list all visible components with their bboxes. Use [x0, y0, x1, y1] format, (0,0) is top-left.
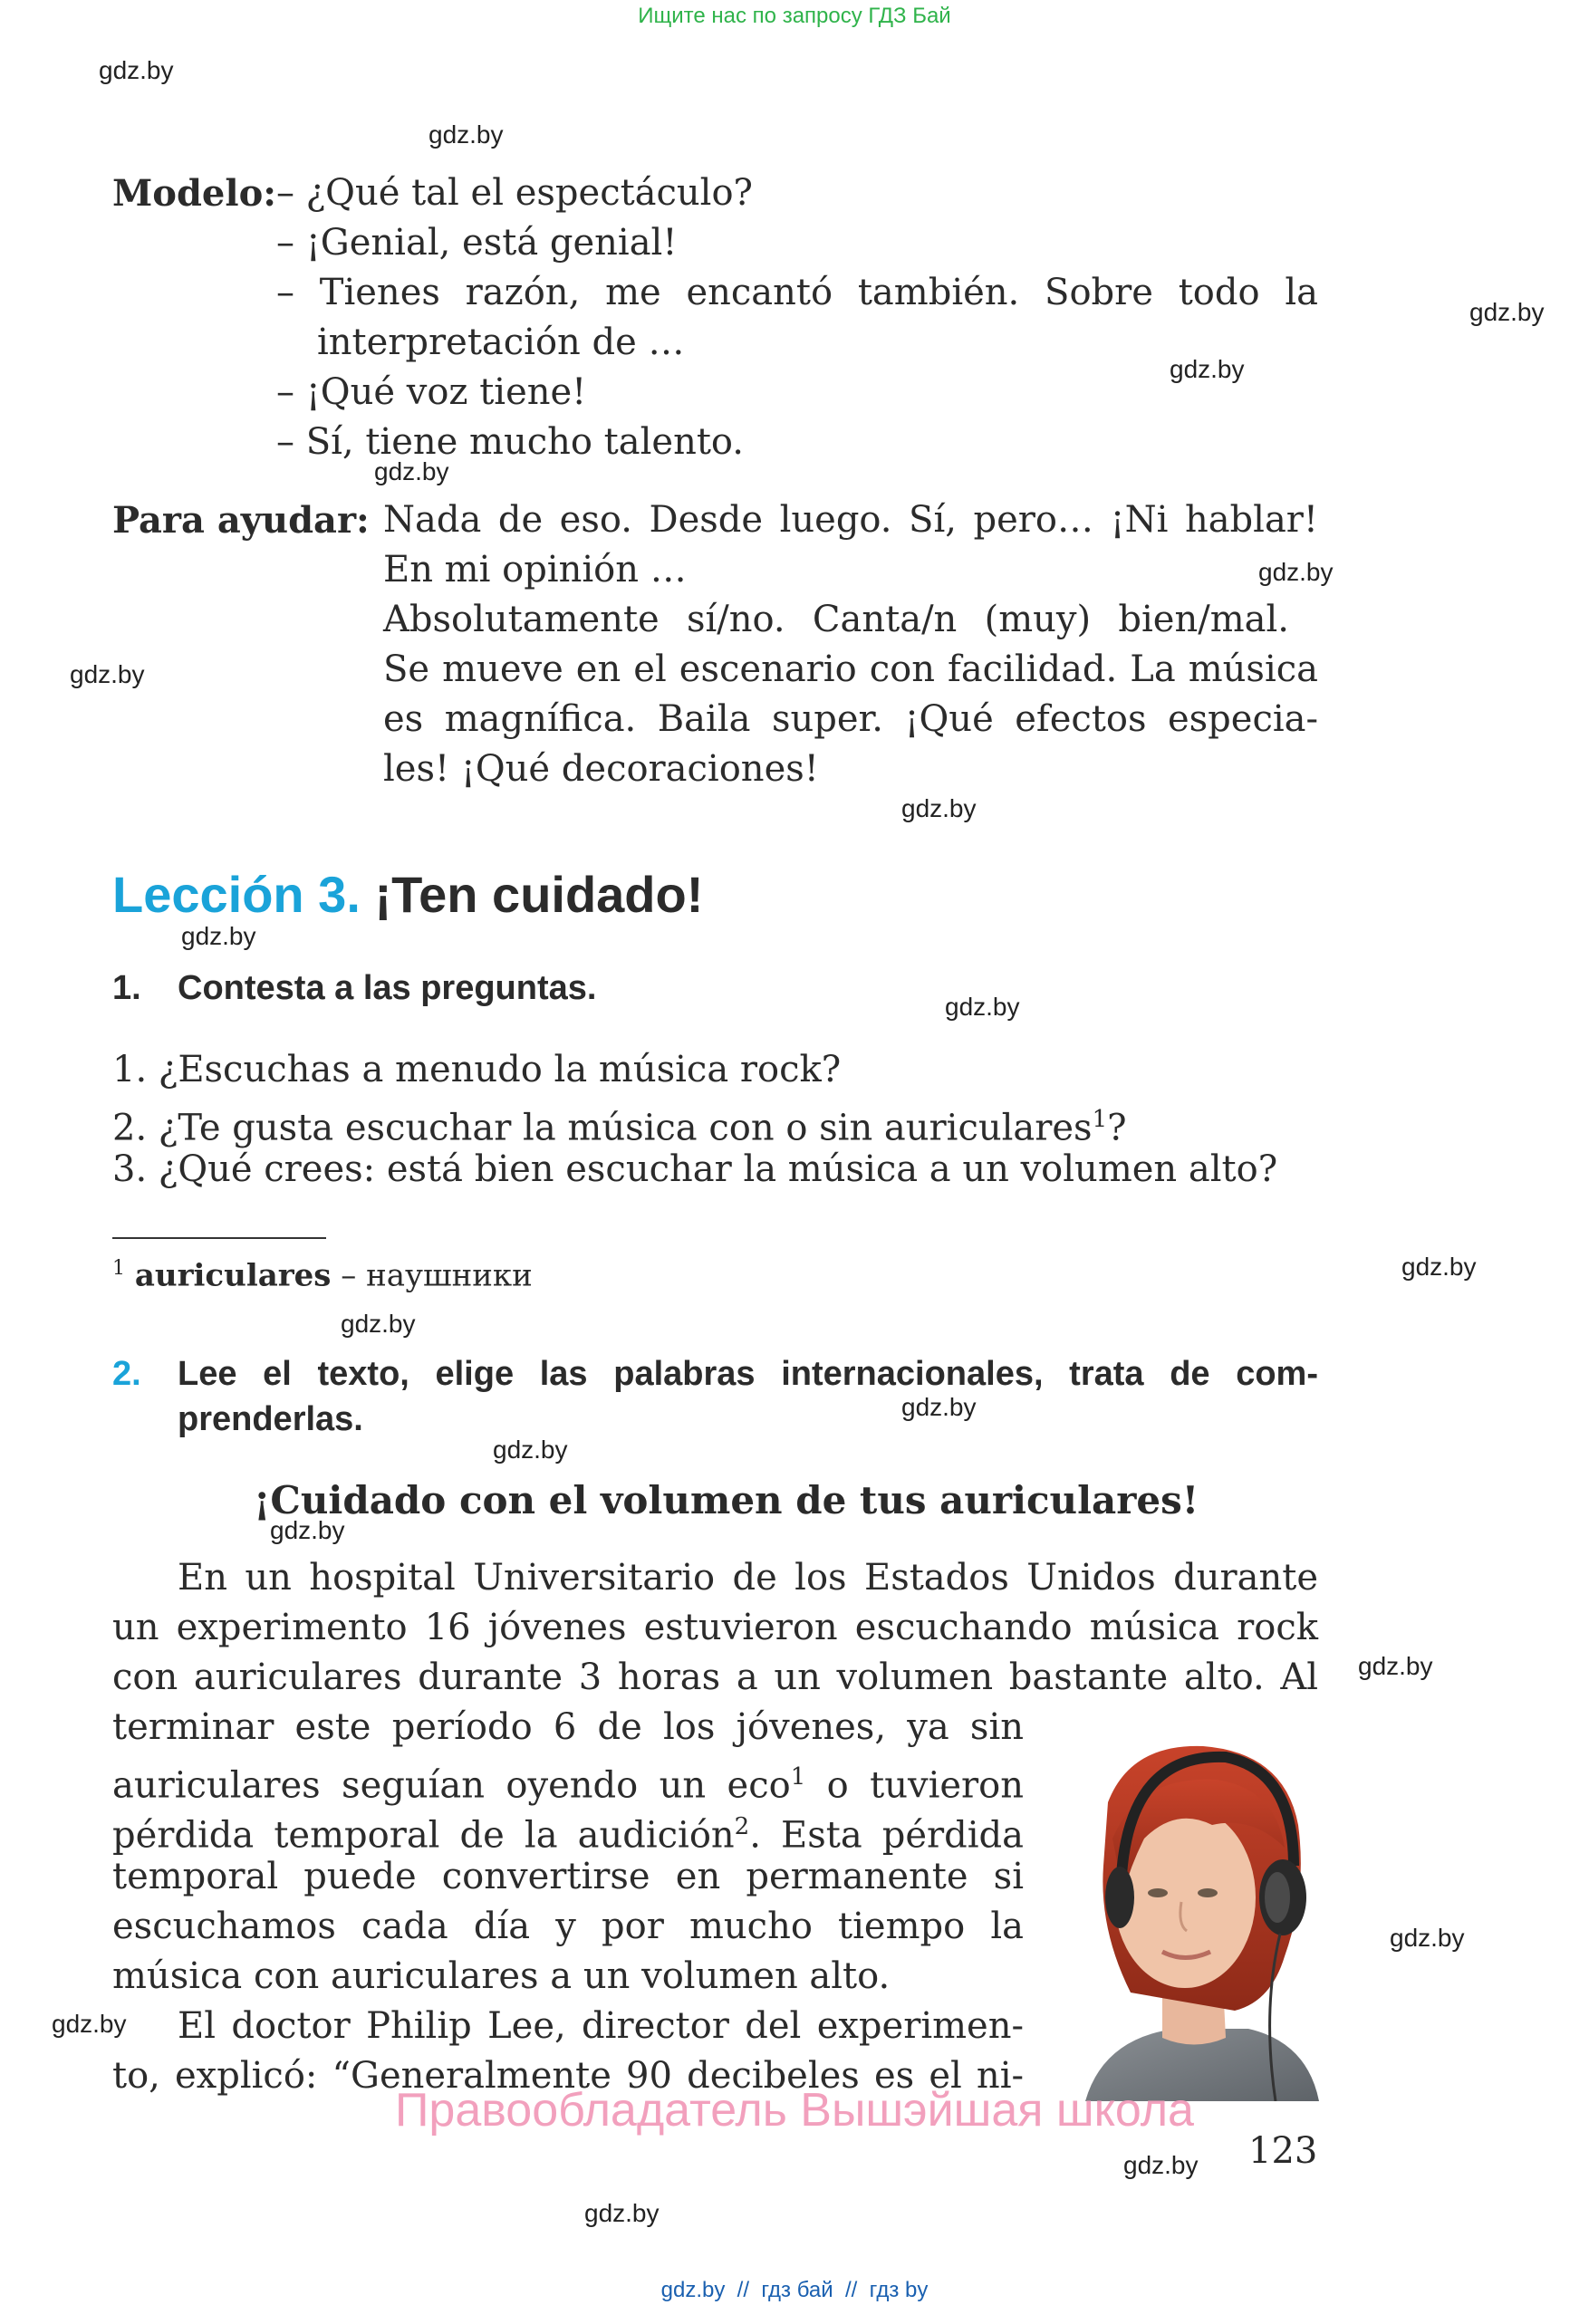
ex1-question-end: ? [1107, 1107, 1127, 1149]
watermark: gdz.by [52, 2010, 127, 2038]
ex1-question: 3. ¿Qué crees: está bien escuchar la música a un volumen alto? [112, 1148, 1278, 1190]
ex1-question-text: 2. ¿Te gusta escuchar la música con o sin auriculares [112, 1107, 1093, 1149]
footnote-ref: 2 [734, 1813, 750, 1840]
ayudar-line: les! ¡Qué decoraciones! [383, 748, 819, 790]
watermark: gdz.by [1170, 355, 1245, 383]
ayudar-line: Nada de eso. Desde luego. Sí, pero… ¡Ni hablar! [383, 499, 1318, 541]
watermark: gdz.by [99, 56, 174, 84]
modelo-line: – Sí, tiene mucho talento. [276, 421, 744, 463]
watermark: gdz.by [584, 2199, 660, 2227]
article-text: . Esta pérdida [749, 1814, 1024, 1857]
article-line: terminar este período 6 de los jóvenes, ya sin [112, 1706, 1024, 1748]
header-search-hint: Ищите нас по запросу ГДЗ Бай [638, 4, 951, 28]
lesson-heading [112, 865, 703, 924]
ex2-number: 2. [112, 1355, 141, 1393]
watermark: gdz.by [1390, 1924, 1465, 1952]
watermark: gdz.by [70, 660, 145, 688]
article-line: un experimento 16 jóvenes estuvieron escuchando música rock [112, 1607, 1318, 1648]
footer-links[interactable]: gdz.by // гдз бай // гдз by [660, 2278, 929, 2302]
ayudar-line: En mi opinión … [383, 549, 687, 591]
watermark: gdz.by [429, 120, 504, 149]
ex2-instruction-line1: Lee el texto, elige las palabras internacionales, trata de com- [178, 1355, 1318, 1393]
lesson-number: Lección 3. [112, 866, 361, 923]
ex1-number: 1. [112, 969, 141, 1007]
article-text: auriculares seguían oyendo un eco [112, 1764, 791, 1807]
ex1-question: 1. ¿Escuchas a menudo la música rock? [112, 1049, 842, 1090]
watermark: gdz.by [1469, 298, 1545, 326]
article-line: temporal puede convertirse en permanente si [112, 1856, 1024, 1897]
article-line: escuchamos cada día y por mucho tiempo la [112, 1906, 1024, 1947]
watermark: gdz.by [493, 1436, 568, 1464]
footnote [112, 1257, 533, 1293]
ayudar-line: Absolutamente sí/no. Canta/n (muy) bien/mal. [383, 599, 1289, 640]
modelo-label: Modelo: [112, 172, 277, 215]
footnote-term: auriculares [134, 1257, 332, 1294]
article-line: to, explicó: “Generalmente 90 decibeles es el ni- [112, 2055, 1024, 2097]
watermark: gdz.by [270, 1516, 345, 1544]
watermark: gdz.by [181, 922, 256, 950]
article-line: con auriculares durante 3 horas a un volumen bastante alto. Al [112, 1657, 1318, 1698]
footnote-ref: 1 [1092, 1106, 1108, 1133]
ex1-instruction: Contesta a las preguntas. [178, 969, 597, 1007]
article-text: pérdida temporal de la audición [112, 1814, 735, 1857]
modelo-line: – Tienes razón, me encantó también. Sobre todo la [276, 272, 1318, 313]
modelo-line: interpretación de … [317, 322, 685, 363]
page-number: 123 [1248, 2130, 1318, 2172]
article-line: música con auriculares a un volumen alto. [112, 1955, 891, 1997]
ex2-instruction-line2: prenderlas. [178, 1400, 363, 1438]
modelo-line: – ¡Qué voz tiene! [276, 371, 587, 413]
lesson-title: ¡Ten cuidado! [374, 866, 704, 923]
watermark: gdz.by [945, 993, 1020, 1021]
footnote-translation: – наушники [331, 1257, 533, 1294]
watermark: gdz.by [1358, 1652, 1433, 1680]
article-title: ¡Cuidado con el volumen de tus auriculares! [254, 1478, 1199, 1522]
ayudar-line: Se mueve en el escenario con facilidad. La música [383, 648, 1318, 690]
modelo-line: – ¿Qué tal el espectáculo? [276, 172, 753, 214]
modelo-line: – ¡Genial, está genial! [276, 222, 678, 264]
footnote-rule [112, 1237, 326, 1239]
ayudar-line: es magnífica. Baila super. ¡Qué efectos especia- [383, 698, 1318, 740]
watermark: gdz.by [374, 457, 449, 485]
rights-notice: Правообладатель Вышэйшая школа [395, 2084, 1194, 2137]
watermark: gdz.by [901, 1393, 977, 1421]
photo-girl-with-headphones [1067, 1739, 1319, 2101]
watermark: gdz.by [1258, 558, 1334, 586]
watermark: gdz.by [901, 794, 977, 822]
watermark: gdz.by [1123, 2151, 1199, 2179]
ayudar-label: Para ayudar: [112, 499, 370, 542]
watermark: gdz.by [1401, 1253, 1477, 1281]
article-line: El doctor Philip Lee, director del experimen- [178, 2005, 1024, 2047]
footnote-marker: 1 [112, 1257, 125, 1280]
footnote-ref: 1 [790, 1763, 806, 1791]
article-line: En un hospital Universitario de los Estados Unidos durante [178, 1557, 1318, 1599]
watermark: gdz.by [341, 1310, 416, 1338]
article-text: o tuvieron [805, 1764, 1024, 1807]
